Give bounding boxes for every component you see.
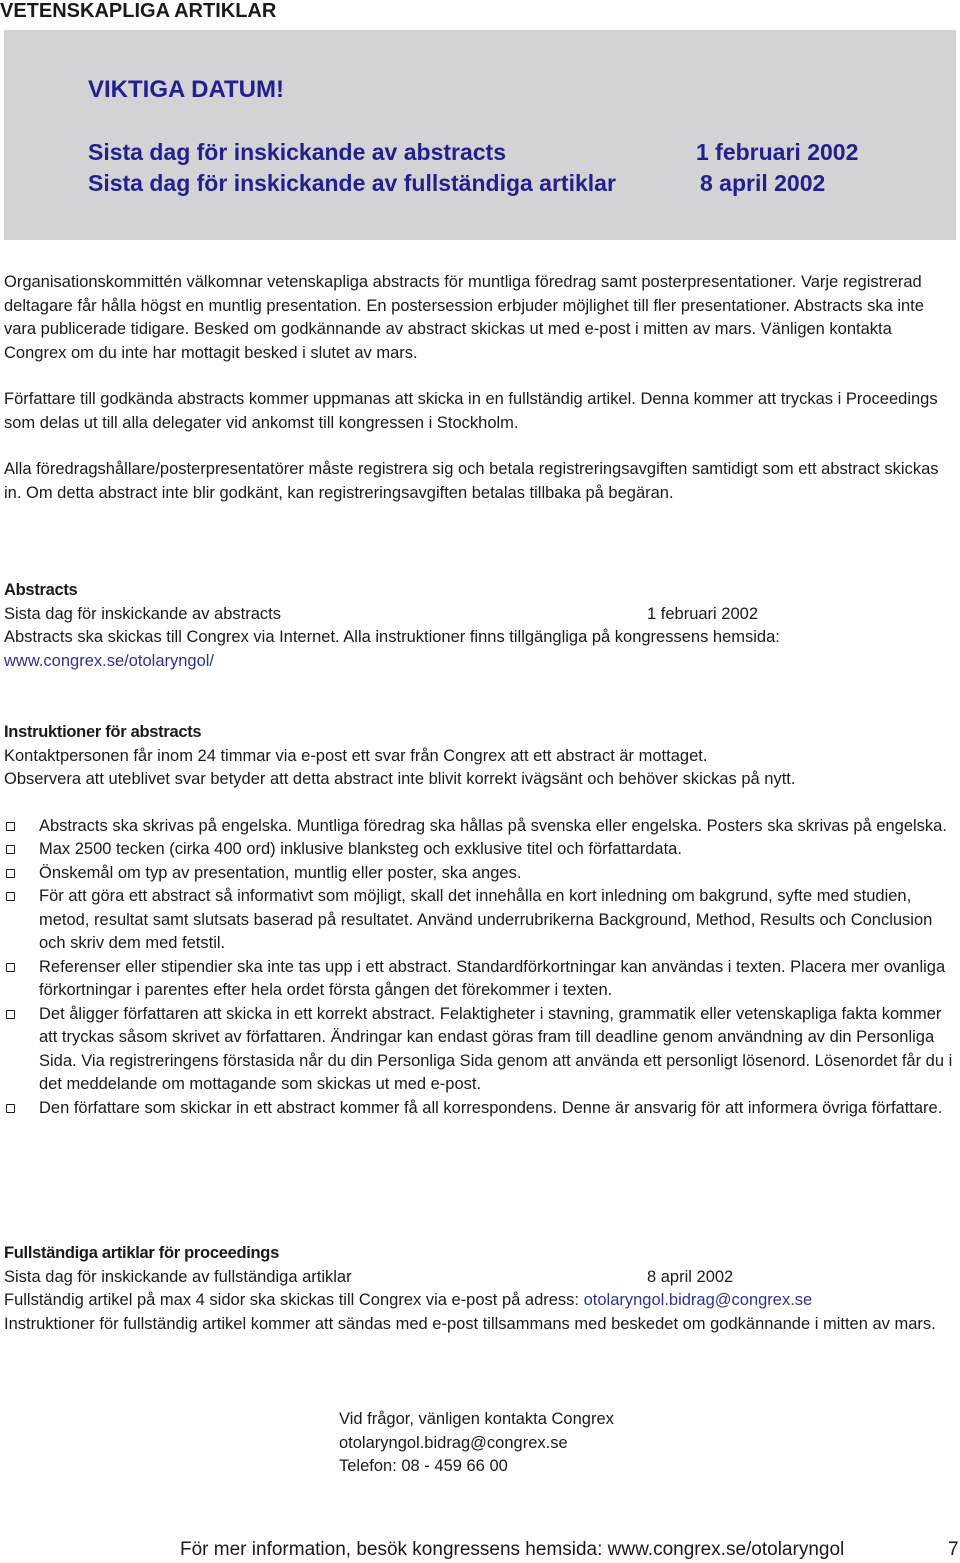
full-articles-section (4, 1242, 954, 1336)
instructions-line: Kontaktpersonen får inom 24 timmar via e-post ett svar från Congrex att ett abstract är mottaget. (4, 746, 708, 765)
full-articles-text-prefix: Fullständig artikel på max 4 sidor ska skickas till Congrex via e-post på adress: (4, 1291, 579, 1309)
list-item (4, 838, 954, 862)
contact-block (339, 1408, 839, 1479)
deadline-date: 8 april 2002 (647, 1267, 734, 1286)
congress-website-link[interactable]: www.congrex.se/otolaryngol/ (4, 651, 215, 670)
important-dates-box (4, 30, 956, 240)
list-item-text: Abstracts ska skrivas på engelska. Muntliga föredrag ska hållas på svenska eller engelska. Posters ska skrivas på engelska. (39, 816, 947, 835)
deadline-label: Sista dag för inskickande av abstracts (88, 139, 507, 165)
page-footer (180, 1537, 960, 1563)
list-item-text: Önskemål om typ av presentation, muntlig eller poster, ska anges. (39, 863, 522, 882)
intro-paragraph: Alla föredragshållare/posterpresentatörer måste registrera sig och betala registreringsavgiften samtidigt som ett abstract skickas in. Om detta abstract inte blir godkänt, kan registreringsavgiften betalas tillbaka på begäran. (4, 460, 939, 502)
contact-phone: Telefon: 08 - 459 66 00 (339, 1457, 508, 1475)
list-item (4, 956, 954, 1003)
deadline-label: Sista dag för inskickande av abstracts (4, 604, 281, 623)
submission-email-link[interactable]: otolaryngol.bidrag@congrex.se (583, 1291, 813, 1309)
list-item (4, 815, 954, 839)
deadline-date: 1 februari 2002 (696, 139, 859, 165)
full-articles-heading: Fullständiga artiklar för proceedings (4, 1244, 279, 1262)
full-articles-text (4, 1289, 954, 1313)
intro-paragraph: Organisationskommittén välkomnar vetenskapliga abstracts för muntliga föredrag samt posterpresentationer. Varje registrerad deltagare får hålla högst en muntlig presentation. En postersession erbjuder möjlighet till fler presentationer. Abstracts ska inte vara publicerade tidigare. Besked om godkännande av abstract skickas ut med e-post i mitten av mars. Vänligen kontakta Congrex om du inte har mottagit besked i slutet av mars. (4, 273, 924, 362)
instructions-list (4, 815, 954, 1121)
full-articles-text: Instruktioner för fullständig artikel kommer att sändas med e-post tillsammans med beskedet om godkännande i mitten av mars. (4, 1314, 936, 1333)
list-item (4, 1003, 954, 1097)
abstracts-heading: Abstracts (4, 581, 78, 599)
page-number: 7 (948, 1539, 959, 1560)
page-header-title: VETENSKAPLIGA ARTIKLAR (0, 0, 277, 22)
checkbox-bullet-icon (6, 892, 15, 901)
abstracts-section (4, 579, 954, 673)
checkbox-bullet-icon (6, 822, 15, 831)
checkbox-bullet-icon (6, 1010, 15, 1019)
deadline-date: 8 april 2002 (700, 170, 826, 196)
instructions-heading: Instruktioner för abstracts (4, 723, 202, 741)
list-item-text: Referenser eller stipendier ska inte tas upp i ett abstract. Standardförkortningar kan användas i texten. Placera mer ovanliga förkortningar i parentes efter hela ordet första gången det förekommer i texten. (39, 957, 946, 999)
important-dates-title: VIKTIGA DATUM! (88, 76, 284, 103)
checkbox-bullet-icon (6, 1104, 15, 1113)
list-item (4, 885, 954, 956)
abstracts-text: Abstracts ska skickas till Congrex via Internet. Alla instruktioner finns tillgängliga på kongressens hemsida: (4, 628, 780, 646)
intro-section (4, 271, 954, 505)
contact-line: Vid frågor, vänligen kontakta Congrex (339, 1410, 614, 1428)
deadline-label: Sista dag för inskickande av fullständiga artiklar (88, 170, 616, 196)
list-item-text: Max 2500 tecken (cirka 400 ord) inklusive blanksteg och exklusive titel och författardata. (39, 840, 682, 858)
instructions-section (4, 721, 954, 1120)
instructions-line: Observera att uteblivet svar betyder att detta abstract inte blivit korrekt ivägsänt och behöver skickas på nytt. (4, 770, 796, 788)
checkbox-bullet-icon (6, 845, 15, 854)
list-item (4, 862, 954, 886)
list-item (4, 1097, 954, 1121)
full-articles-deadline (4, 1266, 954, 1290)
intro-paragraph: Författare till godkända abstracts kommer uppmanas att skicka in en fullständig artikel. Denna kommer att tryckas i Proceedings som delas ut till alla delegater vid ankomst till kongressen i Stockholm. (4, 390, 938, 432)
checkbox-bullet-icon (6, 869, 15, 878)
checkbox-bullet-icon (6, 963, 15, 972)
list-item-text: Den författare som skickar in ett abstract kommer få all korrespondens. Denne är ansvarig för att informera övriga författare. (39, 1098, 943, 1117)
contact-email: otolaryngol.bidrag@congrex.se (339, 1433, 568, 1452)
list-item-text: Det åligger författaren att skicka in ett korrekt abstract. Felaktigheter i stavning, grammatik eller vetenskapliga fakta kommer att tryckas såsom skrivet av författaren. Ändringar kan endast göras fram till deadline genom användning av din Personliga Sida. Via registreringens förstasida når du din Personliga Sida genom att använda ett personligt lösenord. Lösenordet får du i det meddelande om mottagande som skickas ut med e-post. (39, 1004, 953, 1093)
abstracts-deadline (4, 603, 954, 627)
footer-text: För mer information, besök kongressens hemsida: www.congrex.se/otolaryngol (180, 1539, 845, 1560)
deadline-label: Sista dag för inskickande av fullständiga artiklar (4, 1267, 352, 1286)
list-item-text: För att göra ett abstract så informativt som möjligt, skall det innehålla en kort inledning om bakgrund, syfte med studien, metod, resultat samt slutsats baserad på resultatet. Använd underrubrikerna Background, Method, Results och Conclusion och skriv dem med fetstil. (39, 887, 933, 952)
deadline-date: 1 februari 2002 (647, 604, 758, 623)
